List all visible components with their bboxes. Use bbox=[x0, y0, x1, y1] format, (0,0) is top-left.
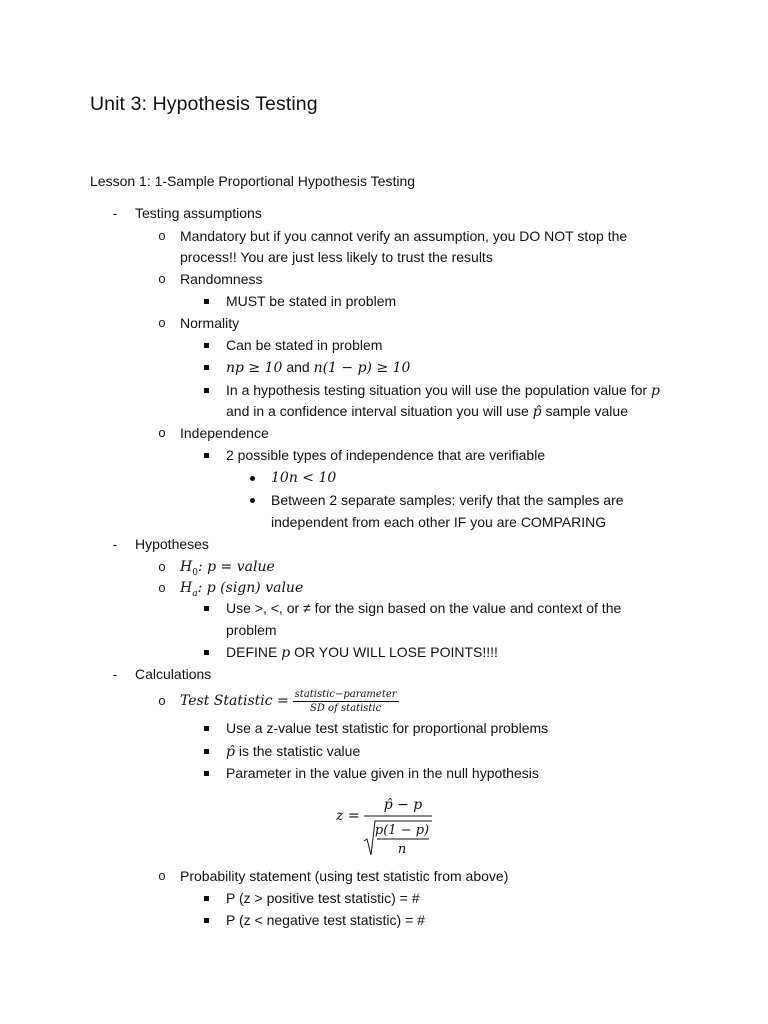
define-p-item bbox=[226, 642, 498, 663]
ts-item-2-text: is the statistic value bbox=[234, 743, 361, 759]
root-numerator: p(1 − p) bbox=[374, 823, 430, 838]
independence-item: 2 possible types of independence that are verifiable bbox=[226, 447, 546, 463]
square-bullet bbox=[204, 299, 209, 304]
hypotheses-heading: Hypotheses bbox=[135, 536, 209, 552]
circle-bullet: o bbox=[158, 580, 166, 595]
p-hat-symbol: p̂ bbox=[532, 404, 542, 420]
normality-item-3-text-2a: and in a confidence interval situation you will use bbox=[226, 403, 533, 419]
ts-item-2 bbox=[226, 741, 360, 762]
z-equals: z = bbox=[336, 808, 360, 824]
define-text: DEFINE bbox=[226, 644, 282, 660]
circle-bullet: o bbox=[158, 315, 166, 330]
normality-item-3-text-2b: sample value bbox=[541, 403, 628, 419]
test-statistic-fraction bbox=[293, 689, 399, 714]
sign-item-line-2: problem bbox=[226, 622, 277, 638]
dot-bullet bbox=[250, 476, 255, 481]
independence-heading: Independence bbox=[180, 425, 269, 441]
sign-item-line-1: Use >, <, or ≠ for the sign based on the value and context of the bbox=[226, 600, 622, 616]
define-warning: OR YOU WILL LOSE POINTS!!!! bbox=[290, 644, 498, 660]
h0-expression: : p = value bbox=[197, 559, 275, 575]
mandatory-text-1: Mandatory but if you cannot verify an assumption, you DO NOT stop the bbox=[180, 228, 628, 244]
h-symbol: H bbox=[180, 580, 193, 596]
square-bullet bbox=[204, 365, 209, 370]
ha-expression: : p (sign) value bbox=[197, 580, 304, 596]
independence-samples-1: Between 2 separate samples: verify that the samples are bbox=[271, 492, 624, 508]
assumptions-heading: Testing assumptions bbox=[135, 205, 262, 221]
fraction-denominator: SD of statistic bbox=[310, 702, 382, 714]
ha-subscript: a bbox=[192, 588, 198, 599]
normality-item-3-line-1 bbox=[226, 380, 660, 401]
ts-item-3: Parameter in the value given in the null hypothesis bbox=[226, 765, 539, 781]
square-bullet bbox=[204, 771, 209, 776]
p-symbol: p bbox=[281, 645, 291, 661]
ts-item-1: Use a z-value test statistic for proportional problems bbox=[226, 720, 549, 736]
root-denominator: n bbox=[397, 842, 407, 857]
normality-item-3-text: In a hypothesis testing situation you will use the population value for bbox=[226, 382, 651, 398]
mandatory-text-2: process!! You are just less likely to trust the results bbox=[180, 249, 493, 265]
test-statistic-formula bbox=[180, 686, 399, 715]
randomness-heading: Randomness bbox=[180, 271, 263, 287]
p-hat-symbol: p̂ bbox=[226, 744, 235, 760]
square-bullet bbox=[204, 896, 209, 901]
normality-and: and bbox=[282, 359, 314, 375]
normality-item-1: Can be stated in problem bbox=[226, 337, 383, 353]
probability-heading: Probability statement (using test statistic from above) bbox=[180, 868, 509, 884]
independence-samples-2: independent from each other IF you are COMPARING bbox=[271, 514, 607, 530]
z-numerator: p̂ − p bbox=[383, 797, 423, 813]
page-title: Unit 3: Hypothesis Testing bbox=[90, 93, 318, 115]
square-bullet bbox=[204, 726, 209, 731]
circle-bullet: o bbox=[158, 693, 166, 708]
randomness-item: MUST be stated in problem bbox=[226, 293, 397, 309]
h-symbol: H bbox=[180, 559, 193, 575]
square-bullet bbox=[204, 606, 209, 611]
normality-item-2 bbox=[226, 357, 410, 378]
square-bullet bbox=[204, 650, 209, 655]
dot-bullet bbox=[250, 498, 255, 503]
circle-bullet: o bbox=[158, 271, 166, 286]
normality-condition-2: n(1 − p) ≥ 10 bbox=[313, 360, 411, 376]
square-bullet bbox=[204, 343, 209, 348]
dash-bullet: - bbox=[112, 536, 118, 552]
z-formula bbox=[336, 793, 446, 857]
p-symbol: p bbox=[650, 383, 660, 399]
lesson-heading: Lesson 1: 1-Sample Proportional Hypothesis Testing bbox=[90, 173, 416, 189]
square-bullet bbox=[204, 749, 209, 754]
circle-bullet: o bbox=[158, 228, 166, 243]
square-bullet bbox=[204, 918, 209, 923]
dash-bullet: - bbox=[112, 205, 118, 221]
square-bullet bbox=[204, 388, 209, 393]
probability-item-1: P (z > positive test statistic) = # bbox=[226, 890, 420, 906]
calculations-heading: Calculations bbox=[135, 666, 212, 682]
h0-subscript: 0 bbox=[192, 567, 198, 578]
probability-item-2: P (z < negative test statistic) = # bbox=[226, 912, 425, 928]
fraction-numerator: statistic−parameter bbox=[294, 688, 397, 700]
normality-condition-1: np ≥ 10 bbox=[226, 360, 283, 376]
normality-item-3-line-2 bbox=[226, 401, 628, 422]
independence-condition: 10n < 10 bbox=[271, 470, 337, 486]
test-statistic-label: Test Statistic = bbox=[180, 693, 289, 709]
circle-bullet: o bbox=[158, 559, 166, 574]
circle-bullet: o bbox=[158, 868, 166, 883]
dash-bullet: - bbox=[112, 666, 118, 682]
square-bullet bbox=[204, 453, 209, 458]
circle-bullet: o bbox=[158, 425, 166, 440]
normality-heading: Normality bbox=[180, 315, 240, 331]
